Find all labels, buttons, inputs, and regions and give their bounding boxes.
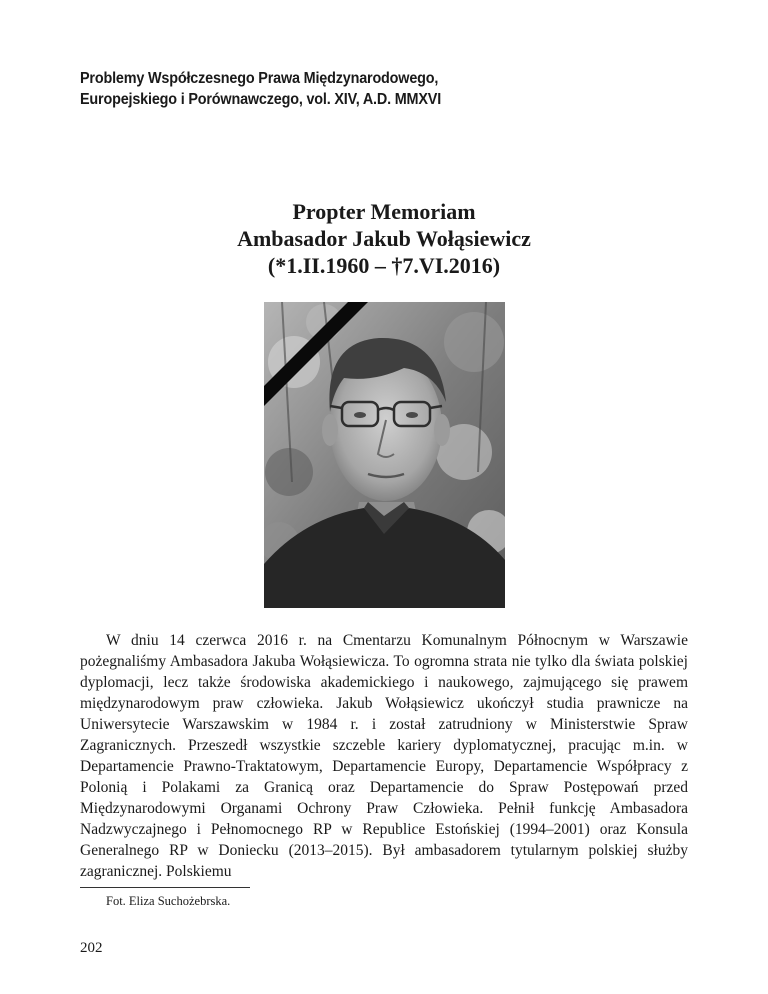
running-head xyxy=(80,68,584,110)
footnote-rule xyxy=(80,887,250,888)
body-paragraph: W dniu 14 czerwca 2016 r. na Cmentarzu Komunalnym Północnym w Warszawie pożegnaliśmy Ambasadora Jakuba Wołąsiewicza. To ogromna strata nie tylko dla świata polskiej dyplomacji, lecz także środowiska akademickiego i naukowego, zajmującego się prawem międzynarodowym praw człowieka. Jakub Wołąsiewicz ukończył studia prawnicze na Uniwersytecie Warszawskim w 1984 r. i został zatrudniony w Ministerstwie Spraw Zagranicznych. Przeszedł wszystkie szczeble kariery dyplomatycznej, pracując m.in. w Departamencie Prawno-Traktatowym, Departamencie Europy, Departamencie Współpracy z Polonią i Polakami za Granicą oraz Departamencie do Spraw Postępowań przed Międzynarodowymi Organami Ochrony Praw Człowieka. Pełnił funkcję Ambasadora Nadzwyczajnego i Pełnomocnego RP w Republice Estońskiej (1994–2001) oraz Konsula Generalnego RP w Doniecku (2013–2015). Był ambasadorem tytularnym polskiej służby zagranicznej. Polskiemu xyxy=(80,632,688,880)
portrait-photo xyxy=(264,302,505,608)
title-line-2: Ambasador Jakub Wołąsiewicz xyxy=(237,226,531,251)
running-head-line-2: Europejskiego i Porównawczego, vol. XIV, A.D. MMXVI xyxy=(80,91,442,108)
title-line-1: Propter Memoriam xyxy=(292,199,476,224)
page-number: 202 xyxy=(80,940,103,956)
footnote: Fot. Eliza Suchożebrska. xyxy=(106,894,231,908)
article-title xyxy=(80,198,688,279)
title-line-3: (*1.II.1960 – †7.VI.2016) xyxy=(267,253,501,278)
running-head-line-1: Problemy Współczesnego Prawa Międzynarodowego, xyxy=(80,70,439,87)
portrait-photo-icon xyxy=(264,302,505,608)
